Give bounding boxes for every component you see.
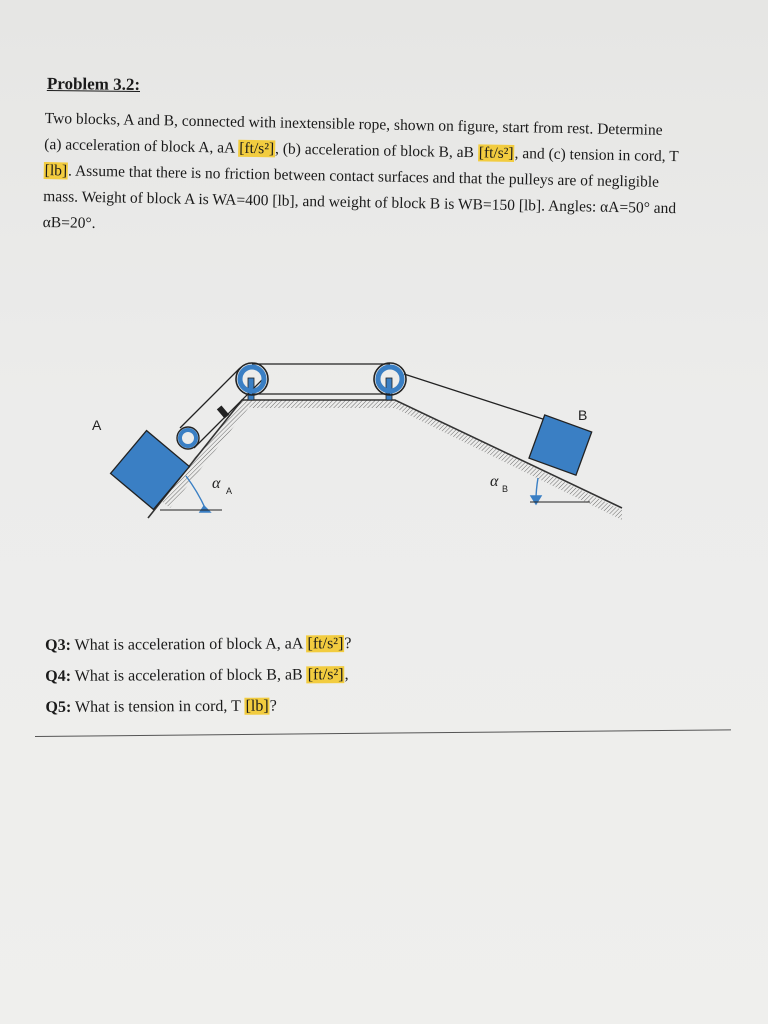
statement-line-5: αB=20°. bbox=[42, 213, 96, 232]
question-text: What is acceleration of block A, aA bbox=[70, 635, 307, 654]
label-alpha-b: α bbox=[490, 473, 499, 490]
unit-highlight: [ft/s²] bbox=[307, 666, 344, 684]
statement-line-2a: (a) acceleration of block A, aA bbox=[44, 135, 239, 157]
question-label: Q5: bbox=[45, 698, 72, 716]
label-block-b: B bbox=[578, 407, 588, 423]
label-block-a: A bbox=[92, 417, 102, 433]
pulley-block-a bbox=[177, 427, 199, 449]
label-alpha-a: α bbox=[212, 475, 221, 492]
statement-line-3: . Assume that there is no friction between contact surfaces and that the pulleys are of negligible bbox=[67, 162, 660, 191]
question-q3 bbox=[45, 626, 725, 661]
statement-line-4: mass. Weight of block A is WA=400 [lb], and weight of block B is WB=150 [lb]. Angles: αA=50° and bbox=[43, 187, 677, 218]
label-alpha-b-sub: B bbox=[502, 484, 509, 494]
question-text: What is acceleration of block B, aB bbox=[71, 666, 307, 685]
horizontal-divider bbox=[35, 729, 731, 737]
statement-line-1: Two blocks, A and B, connected with inextensible rope, shown on figure, start from rest. Determine bbox=[44, 109, 663, 139]
question-label: Q4: bbox=[45, 667, 72, 685]
angle-arc-b bbox=[531, 478, 541, 504]
problem-statement bbox=[43, 106, 705, 249]
questions-list bbox=[45, 626, 726, 723]
unit-highlight: [lb] bbox=[245, 697, 269, 715]
label-alpha-a-sub: A bbox=[226, 486, 233, 496]
angle-arc-a bbox=[186, 476, 210, 512]
question-q4 bbox=[45, 657, 725, 692]
unit-highlight: [ft/s²] bbox=[307, 635, 344, 653]
question-text: What is tension in cord, T bbox=[71, 697, 245, 716]
unit-highlight-accel-b: [ft/s²] bbox=[478, 144, 514, 163]
question-q5 bbox=[45, 688, 725, 723]
question-label: Q3: bbox=[45, 636, 71, 654]
question-text-end: , bbox=[344, 666, 349, 684]
statement-line-2c: , and (c) tension in cord, T bbox=[514, 145, 679, 166]
unit-highlight-force: [lb] bbox=[44, 162, 68, 180]
pulley-incline-figure bbox=[90, 350, 650, 530]
statement-line-2b: , (b) acceleration of block B, aB bbox=[274, 140, 478, 162]
unit-highlight-accel-a: [ft/s²] bbox=[239, 139, 275, 158]
problem-title: Problem 3.2: bbox=[46, 74, 141, 94]
question-text-end: ? bbox=[344, 635, 352, 653]
question-text-end: ? bbox=[269, 697, 277, 715]
stopper-bracket bbox=[217, 405, 229, 418]
block-b bbox=[529, 415, 592, 475]
